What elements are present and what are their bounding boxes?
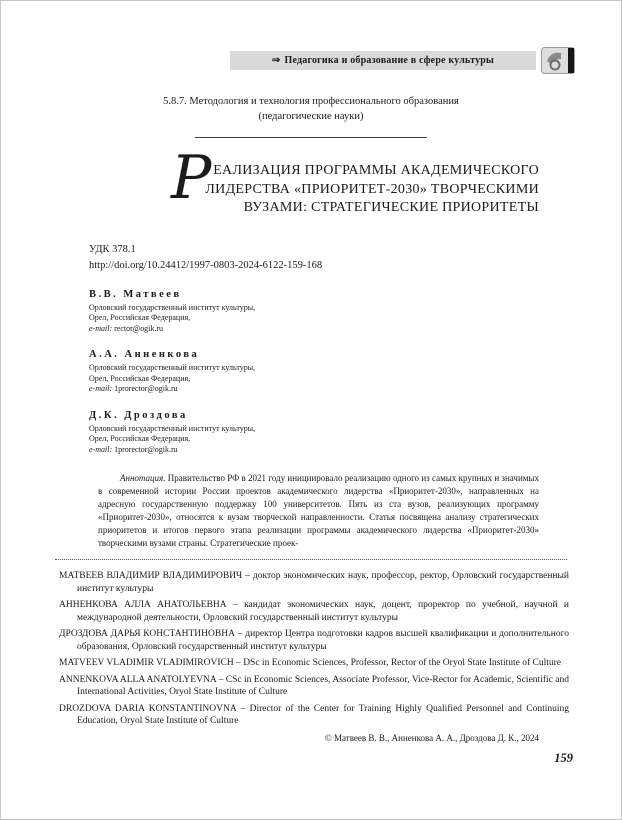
section-line-1: 5.8.7. Методология и технология профессионального образования	[163, 96, 459, 107]
author-affiliation: Орловский государственный институт культуры,	[89, 363, 256, 372]
bio-entry: DROZDOVA DARIA KONSTANTINOVNA – Director of the Center for Training Highly Qualified Personnel and Continuing Education, Oryol State Institute of Culture	[59, 703, 569, 726]
title-line-1: ЕАЛИЗАЦИЯ ПРОГРАММЫ АКАДЕМИЧЕСКОГО	[213, 163, 539, 178]
abstract-paragraph	[98, 472, 539, 550]
rubric-title: Педагогика и образование в сфере культуры	[284, 55, 495, 66]
page-number: 159	[554, 751, 573, 765]
email-label: e-mail:	[89, 444, 113, 454]
journal-logo-icon	[541, 47, 575, 74]
bio-entry: ANNENKOVA ALLA ANATOLYEVNA – CSc in Economic Sciences, Associate Professor, Vice-Rector for Academic, Scientific and International Activities, Oryol State Institute of Culture	[59, 674, 569, 697]
bio-entry: MATVEEV VLADIMIR VLADIMIROVICH – DSc in Economic Sciences, Professor, Rector of the Oryol State Institute of Culture	[59, 658, 561, 668]
author-email-line	[89, 445, 621, 456]
title-line-3: ВУЗАМИ: СТРАТЕГИЧЕСКИЕ ПРИОРИТЕТЫ	[243, 200, 539, 215]
bio-entry: МАТВЕЕВ ВЛАДИМИР ВЛАДИМИРОВИЧ – доктор экономических наук, профессор, ректор, Орловский государственный институт культуры	[59, 571, 569, 594]
section-line-2: (педагогические науки)	[258, 111, 364, 122]
dotted-divider	[55, 559, 567, 560]
author-email-line	[89, 384, 621, 395]
bio-entry: АННЕНКОВА АЛЛА АНАТОЛЬЕВНА – кандидат экономических наук, доцент, проректор по учебной, научной и международной деятельности, Орловский государственный институт культуры	[59, 600, 569, 623]
page-header	[1, 1, 621, 74]
abstract-text: Правительство РФ в 2021 году инициировало реализацию одного из самых крупных и значимых в современной истории России проектов академического лидерства «Приоритет-2030», направленных на адресную государственную поддержку 100 университетов. Пять из ста вузов, реализующих программу «Приоритет-2030», относятся к вузам творческой направленности. Статья посвящена анализу стратегических приоритетов и итогов первого этапа реализации программы академического лидерства «Приоритет-2030» творческими вузами страны. Стратегические проек-	[98, 473, 540, 548]
author-location: Орел, Российская Федерация,	[89, 313, 191, 322]
udk-code: УДК 378.1	[89, 243, 136, 255]
rubric-bar	[230, 51, 536, 70]
author-email: 1prorector@ogik.ru	[114, 384, 178, 393]
author-email: 1prorector@ogik.ru	[114, 444, 178, 454]
author-block-2	[89, 349, 621, 395]
copyright-line: © Матвеев В. В., Анненкова А. А., Дроздова Д. К., 2024	[324, 732, 539, 743]
email-label: e-mail:	[89, 384, 113, 393]
author-location: Орел, Российская Федерация,	[89, 434, 191, 443]
arrow-icon: ⇒	[271, 55, 281, 66]
author-name: Д.К. Дроздова	[89, 409, 188, 421]
author-name: А.А. Анненкова	[89, 349, 200, 360]
author-location: Орел, Российская Федерация,	[89, 373, 191, 383]
abstract-label: Аннотация.	[120, 473, 166, 483]
author-block-1	[89, 289, 621, 335]
author-affiliation: Орловский государственный институт культуры,	[89, 423, 256, 433]
authors-bios	[59, 570, 569, 728]
heading-divider	[195, 137, 427, 138]
section-heading	[1, 94, 621, 124]
author-name: В.В. Матвеев	[89, 288, 182, 300]
article-meta	[89, 242, 621, 274]
title-dropcap: Р	[171, 143, 212, 213]
bio-entry: ДРОЗДОВА ДАРЬЯ КОНСТАНТИНОВНА – директор Центра подготовки кадров высшей квалификации и дополнительного образования, Орловский государственный институт культуры	[59, 629, 569, 652]
email-label: e-mail:	[89, 323, 113, 333]
author-email: rector@ogik.ru	[114, 323, 164, 333]
author-block-3	[89, 410, 621, 456]
doi-link[interactable]: http://doi.org/10.24412/1997-0803-2024-6122-159-168	[89, 259, 323, 271]
article-title	[1, 143, 621, 218]
title-line-2: ЛИДЕРСТВА «ПРИОРИТЕТ-2030» ТВОРЧЕСКИМИ	[205, 181, 539, 197]
author-email-line	[89, 324, 621, 335]
author-affiliation: Орловский государственный институт культуры,	[89, 302, 256, 312]
